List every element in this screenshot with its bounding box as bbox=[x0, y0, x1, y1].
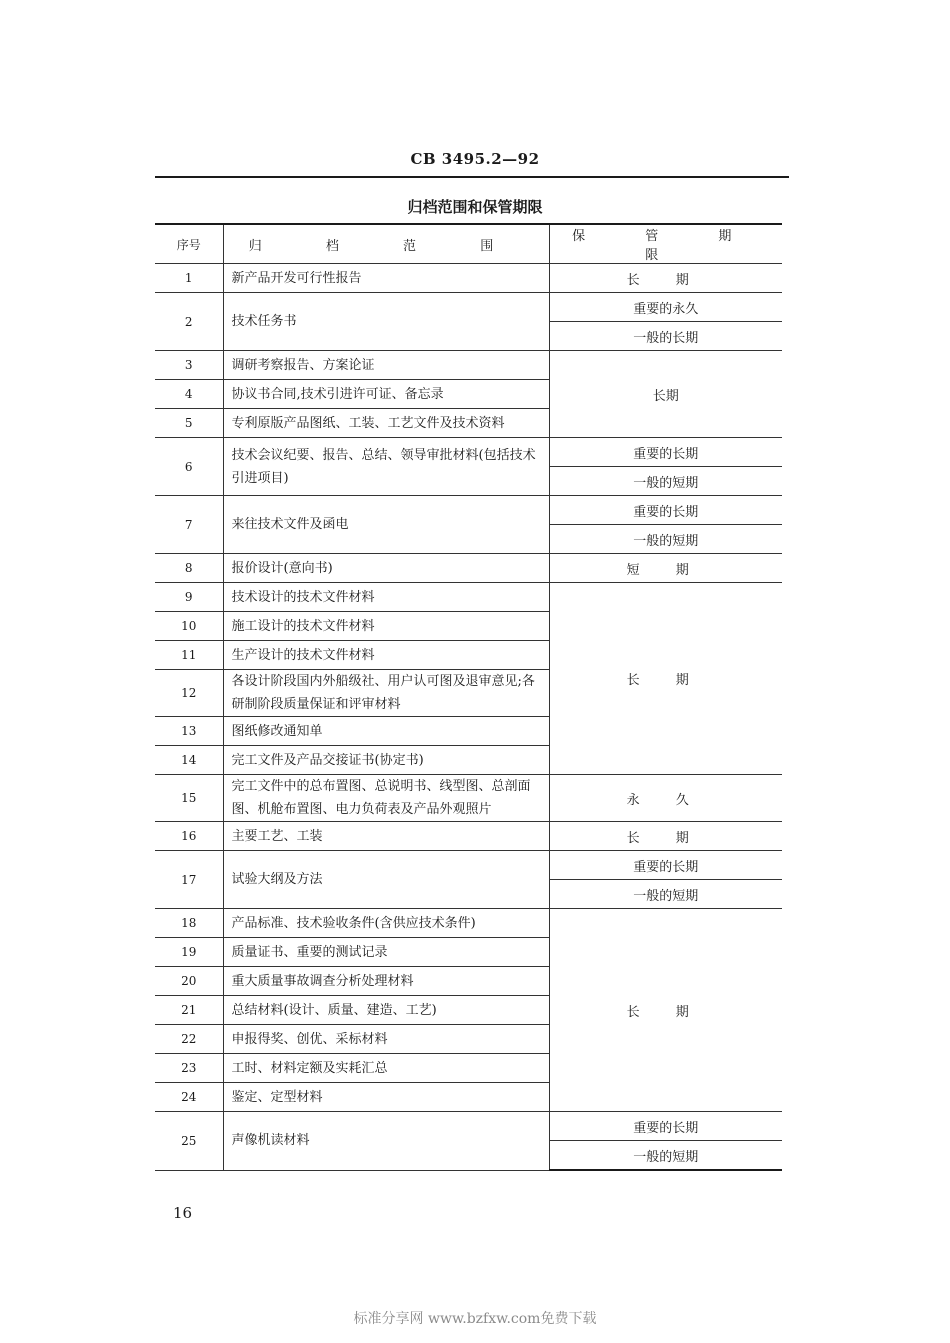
row-retention: 长 期 bbox=[549, 264, 782, 293]
table-row bbox=[155, 909, 782, 938]
row-retention: 短 期 bbox=[549, 554, 782, 583]
table-row bbox=[155, 1112, 782, 1141]
row-num: 8 bbox=[155, 554, 223, 583]
row-scope: 来往技术文件及函电 bbox=[223, 496, 549, 554]
row-scope: 工时、材料定额及实耗汇总 bbox=[223, 1054, 549, 1083]
row-retention: 永 久 bbox=[549, 775, 782, 822]
row-retention: 长 期 bbox=[549, 822, 782, 851]
col-header-retention: 保 管 期 限 bbox=[549, 224, 782, 264]
row-num: 17 bbox=[155, 851, 223, 909]
row-num: 3 bbox=[155, 351, 223, 380]
row-scope: 声像机读材料 bbox=[223, 1112, 549, 1171]
table-row bbox=[155, 293, 782, 322]
page-number: 16 bbox=[173, 1204, 193, 1222]
table-row bbox=[155, 851, 782, 880]
row-scope: 完工文件及产品交接证书(协定书) bbox=[223, 746, 549, 775]
row-scope: 图纸修改通知单 bbox=[223, 717, 549, 746]
table-row bbox=[155, 583, 782, 612]
row-num: 15 bbox=[155, 775, 223, 822]
row-scope: 报价设计(意向书) bbox=[223, 554, 549, 583]
row-num: 13 bbox=[155, 717, 223, 746]
document-code: CB 3495.2—92 bbox=[410, 150, 540, 168]
row-scope: 施工设计的技术文件材料 bbox=[223, 612, 549, 641]
row-scope: 技术会议纪要、报告、总结、领导审批材料(包括技术引进项目) bbox=[223, 438, 549, 496]
row-scope: 主要工艺、工装 bbox=[223, 822, 549, 851]
row-num: 1 bbox=[155, 264, 223, 293]
row-num: 24 bbox=[155, 1083, 223, 1112]
row-retention-important: 重要的永久 bbox=[549, 293, 782, 322]
row-num: 16 bbox=[155, 822, 223, 851]
row-num: 21 bbox=[155, 996, 223, 1025]
table-row bbox=[155, 822, 782, 851]
table-header-row bbox=[155, 224, 782, 264]
col-header-scope: 归 档 范 围 bbox=[223, 224, 549, 264]
row-num: 25 bbox=[155, 1112, 223, 1171]
row-scope: 总结材料(设计、质量、建造、工艺) bbox=[223, 996, 549, 1025]
group-retention: 长 期 bbox=[549, 909, 782, 1112]
row-num: 20 bbox=[155, 967, 223, 996]
row-num: 22 bbox=[155, 1025, 223, 1054]
table-row bbox=[155, 438, 782, 467]
row-scope: 重大质量事故调查分析处理材料 bbox=[223, 967, 549, 996]
row-num: 9 bbox=[155, 583, 223, 612]
row-scope: 质量证书、重要的测试记录 bbox=[223, 938, 549, 967]
row-num: 10 bbox=[155, 612, 223, 641]
col-header-seq: 序号 bbox=[155, 224, 223, 264]
table-row bbox=[155, 351, 782, 380]
row-scope: 技术任务书 bbox=[223, 293, 549, 351]
row-scope: 各设计阶段国内外船级社、用户认可图及退审意见;各研制阶段质量保证和评审材料 bbox=[223, 670, 549, 717]
row-num: 2 bbox=[155, 293, 223, 351]
row-retention-important: 重要的长期 bbox=[549, 851, 782, 880]
table-title: 归档范围和保管期限 bbox=[407, 198, 543, 216]
group-retention: 长 期 bbox=[549, 583, 782, 775]
row-scope: 新产品开发可行性报告 bbox=[223, 264, 549, 293]
row-retention-general: 一般的短期 bbox=[549, 1141, 782, 1171]
table-row bbox=[155, 496, 782, 525]
row-scope: 技术设计的技术文件材料 bbox=[223, 583, 549, 612]
row-scope: 协议书合同,技术引进许可证、备忘录 bbox=[223, 380, 549, 409]
group-retention: 长期 bbox=[549, 351, 782, 438]
archive-table bbox=[155, 223, 782, 1171]
row-scope: 调研考察报告、方案论证 bbox=[223, 351, 549, 380]
table-row bbox=[155, 264, 782, 293]
row-num: 19 bbox=[155, 938, 223, 967]
row-retention-general: 一般的短期 bbox=[549, 467, 782, 496]
row-scope: 试验大纲及方法 bbox=[223, 851, 549, 909]
row-num: 11 bbox=[155, 641, 223, 670]
row-retention-general: 一般的长期 bbox=[549, 322, 782, 351]
row-scope: 生产设计的技术文件材料 bbox=[223, 641, 549, 670]
header-rule bbox=[155, 176, 789, 178]
row-num: 4 bbox=[155, 380, 223, 409]
row-scope: 专利原版产品图纸、工装、工艺文件及技术资料 bbox=[223, 409, 549, 438]
row-num: 18 bbox=[155, 909, 223, 938]
row-num: 12 bbox=[155, 670, 223, 717]
row-scope: 完工文件中的总布置图、总说明书、线型图、总剖面图、机舱布置图、电力负荷表及产品外观照片 bbox=[223, 775, 549, 822]
footer-watermark: 标准分享网 www.bzfxw.com免费下载 bbox=[353, 1311, 597, 1327]
table-row bbox=[155, 554, 782, 583]
row-num: 14 bbox=[155, 746, 223, 775]
row-num: 23 bbox=[155, 1054, 223, 1083]
row-retention-general: 一般的短期 bbox=[549, 880, 782, 909]
row-scope: 产品标准、技术验收条件(含供应技术条件) bbox=[223, 909, 549, 938]
row-scope: 申报得奖、创优、采标材料 bbox=[223, 1025, 549, 1054]
row-scope: 鉴定、定型材料 bbox=[223, 1083, 549, 1112]
row-retention-general: 一般的短期 bbox=[549, 525, 782, 554]
row-num: 6 bbox=[155, 438, 223, 496]
row-retention-important: 重要的长期 bbox=[549, 1112, 782, 1141]
row-retention-important: 重要的长期 bbox=[549, 438, 782, 467]
row-num: 7 bbox=[155, 496, 223, 554]
row-num: 5 bbox=[155, 409, 223, 438]
row-retention-important: 重要的长期 bbox=[549, 496, 782, 525]
